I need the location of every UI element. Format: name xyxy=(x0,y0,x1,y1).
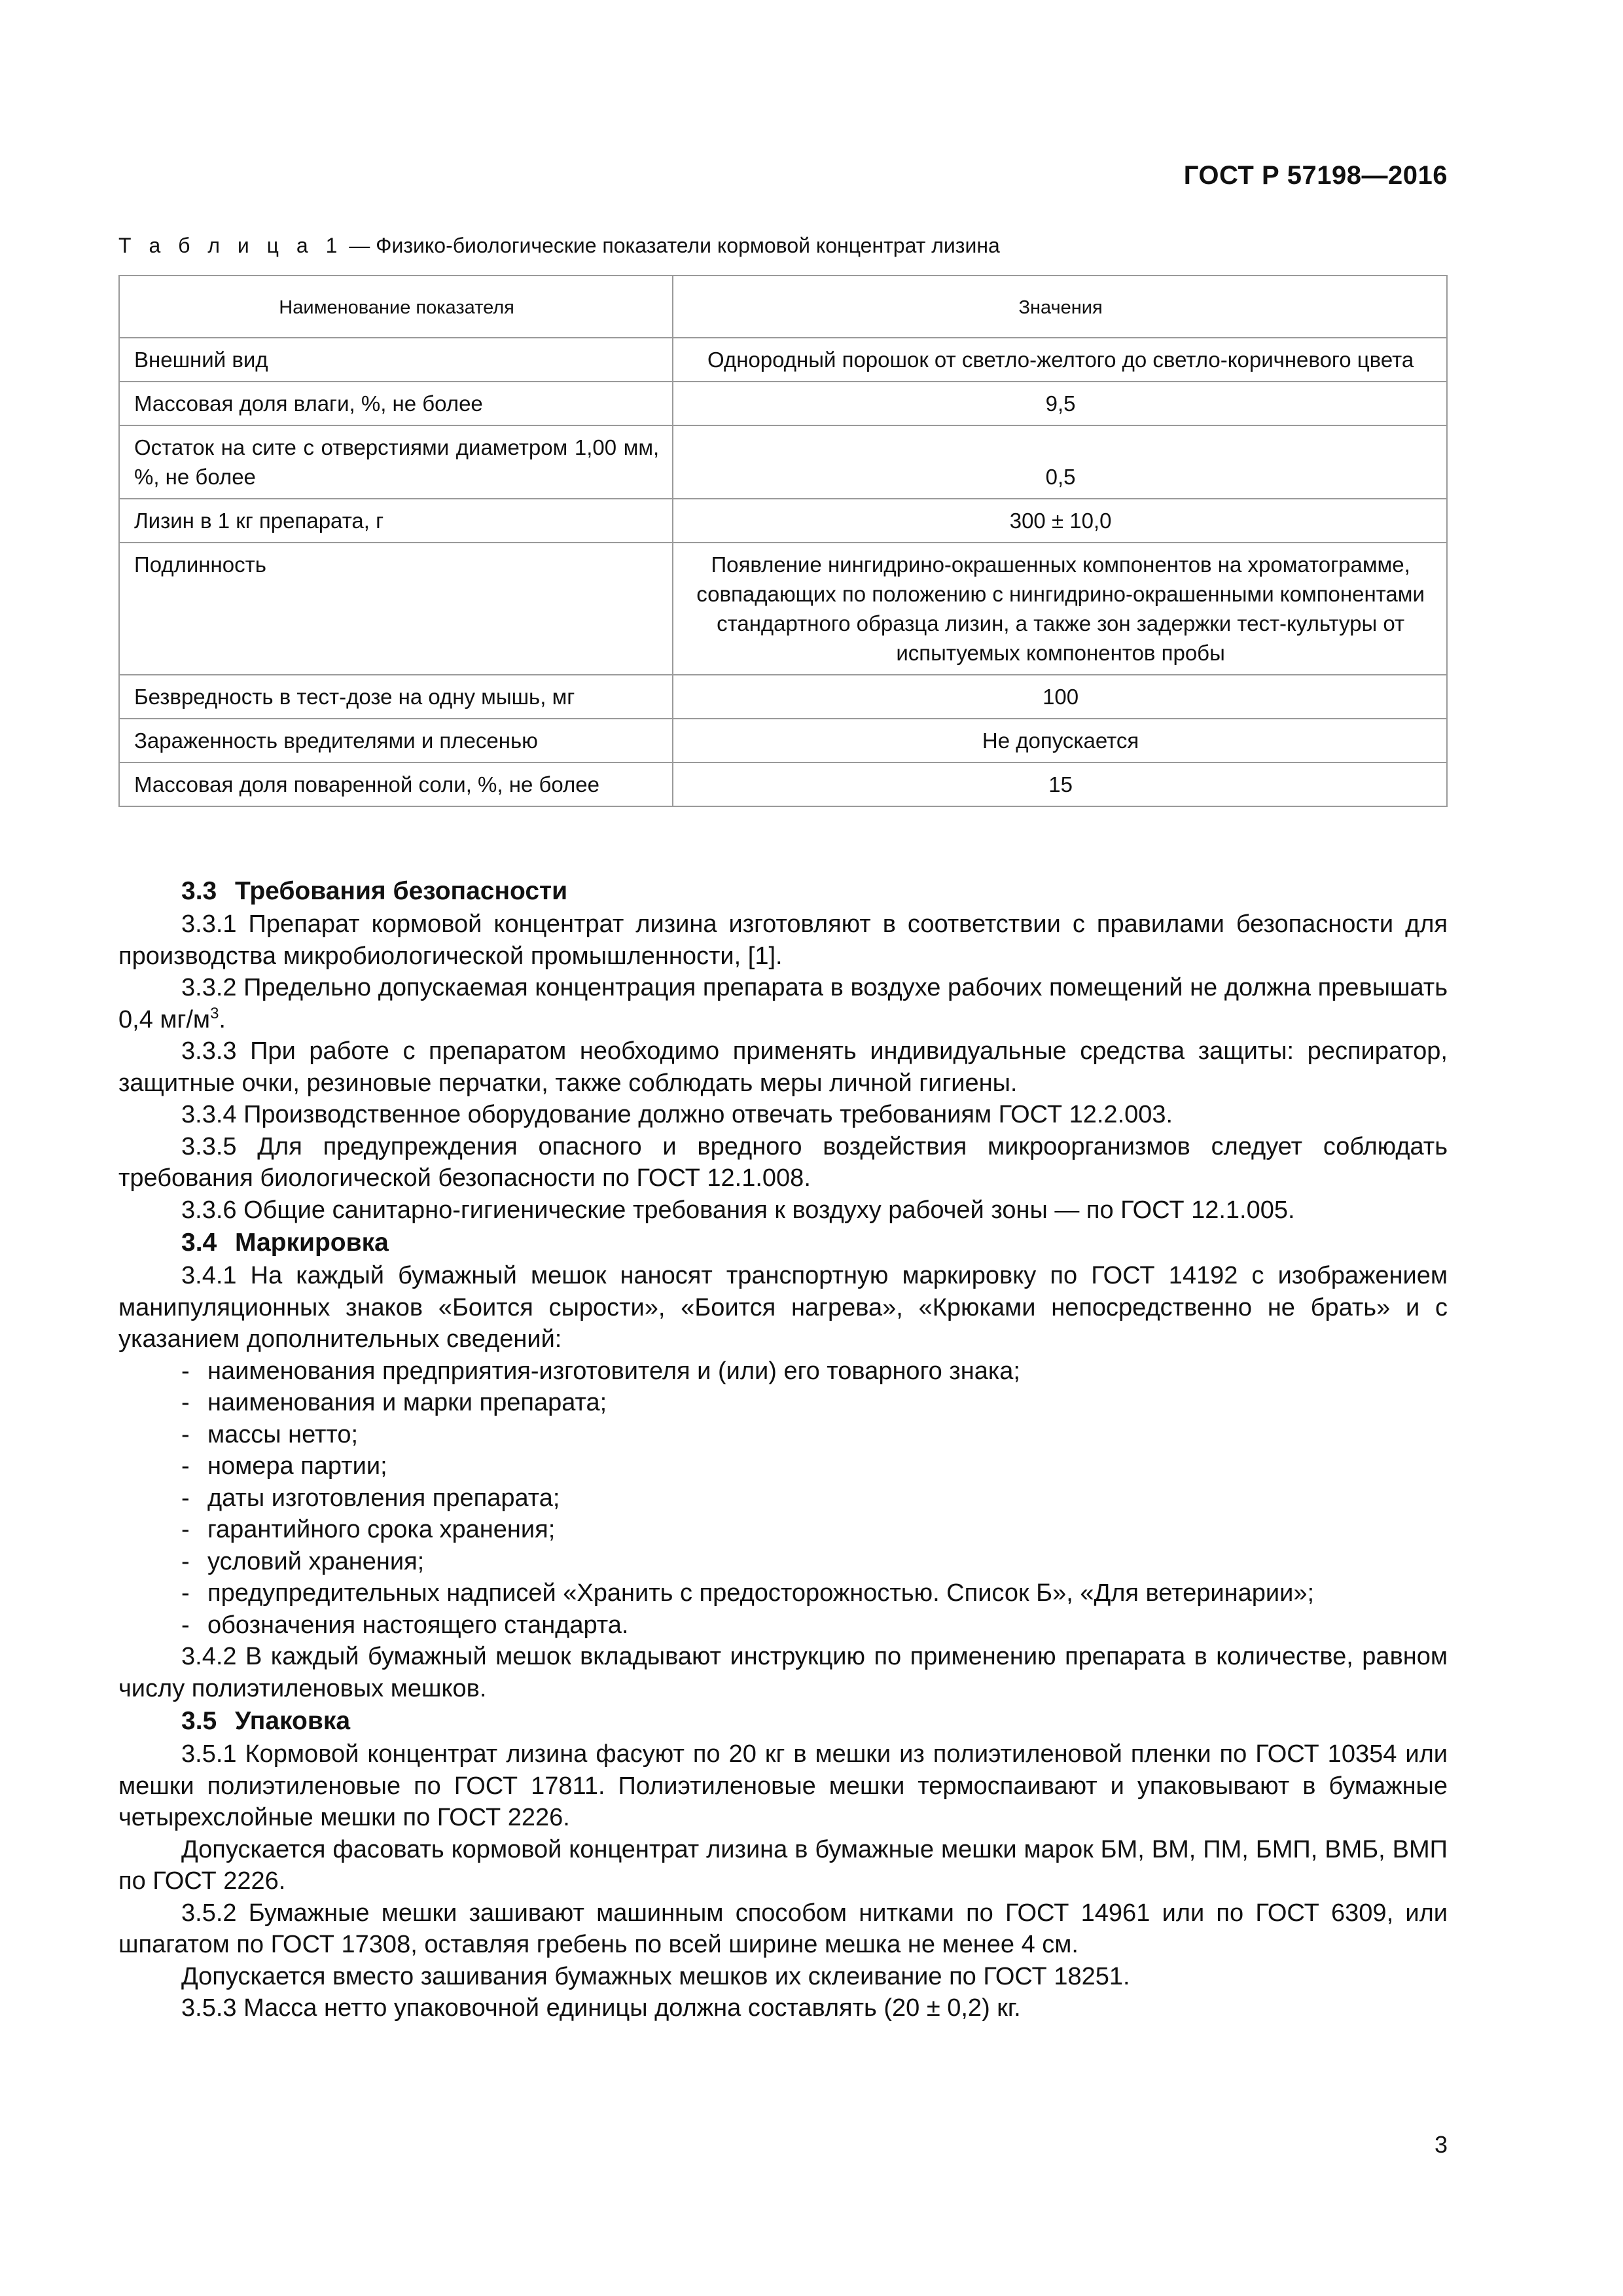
paragraph-3-3-6: 3.3.6 Общие санитарно-гигиенические требования к воздуху рабочей зоны — по ГОСТ 12.1.005. xyxy=(181,1196,1295,1224)
paragraph-3-3-5: 3.3.5 Для предупреждения опасного и вредного воздействия микроорганизмов следует соблюдать требования биологической безопасности по ГОСТ 12.1.008. xyxy=(118,1132,1448,1192)
paragraph-3-3-1: 3.3.1 Препарат кормовой концентрат лизина изготовляют в соответствии с правилами безопасности для производства микробиологической промышленности, [1]. xyxy=(118,910,1448,970)
table-cell-indicator: Зараженность вредителями и плесенью xyxy=(119,719,673,762)
paragraph-3-3-3: 3.3.3 При работе с препаратом необходимо применять индивидуальные средства защиты: респиратор, защитные очки, резиновые перчатки, также соблюдать меры личной гигиены. xyxy=(118,1037,1448,1097)
table-row xyxy=(119,338,1447,382)
table-cell-indicator: Подлинность xyxy=(119,543,673,675)
table-header-row xyxy=(119,276,1447,338)
table-caption-title: — Физико-биологические показатели кормовой концентрат лизина xyxy=(343,234,1000,257)
paragraph-3-4-2: 3.4.2 В каждый бумажный мешок вкладывают инструкцию по применению препарата в количестве, равном числу полиэтиленовых мешков. xyxy=(118,1643,1448,1702)
paragraph-3-3-2: 3.3.2 Предельно допускаемая концентрация препарата в воздухе рабочих помещений не должна превышать 0,4 $мг/м^3$. xyxy=(118,974,1448,1033)
table-caption xyxy=(118,234,1000,258)
list-item: - массы нетто; xyxy=(181,1420,359,1448)
table-cell-value: Однородный порошок от светло-желтого до светло-коричневого цвета xyxy=(673,338,1447,382)
list-item: - обозначения настоящего стандарта. xyxy=(181,1611,629,1639)
table-cell-indicator: Лизин в 1 кг препарата, г xyxy=(119,499,673,543)
section-heading-safety: 3.3 Требования безопасности xyxy=(181,877,568,905)
table-cell-value: 100 xyxy=(673,675,1447,719)
table-cell-value: Появление нингидрино-окрашенных компонентов на хроматограмме, совпадающих по положению с нингидрино-окрашенными компонентами стандартного образца лизин, а также зон задержки тест-культуры от испытуемых компонентов пробы xyxy=(673,543,1447,675)
table-cell-value: 9,5 xyxy=(673,382,1447,425)
table-row xyxy=(119,499,1447,543)
paragraph-3-5-1: 3.5.1 Кормовой концентрат лизина фасуют по 20 кг в мешки из полиэтиленовой пленки по ГОСТ 10354 или мешки полиэтиленовые по ГОСТ 17811. Полиэтиленовые мешки термоспаивают и упаковывают в бумажные четырехслойные мешки по ГОСТ 2226. xyxy=(118,1740,1448,1831)
table-cell-value: Не допускается xyxy=(673,719,1447,762)
list-item: - предупредительных надписей «Хранить с предосторожностью. Список Б», «Для ветеринарии»; xyxy=(181,1579,1315,1607)
section-heading-marking: 3.4 Маркировка xyxy=(181,1229,389,1257)
table-row xyxy=(119,543,1447,675)
list-item: - условий хранения; xyxy=(181,1547,425,1575)
table-cell-indicator: Внешний вид xyxy=(119,338,673,382)
table-cell-value: 15 xyxy=(673,762,1447,806)
paragraph-3-5-1-allowance: Допускается фасовать кормовой концентрат лизина в бумажные мешки марок БМ, ВМ, ПМ, БМП, ВМБ, ВМП по ГОСТ 2226. xyxy=(118,1835,1448,1895)
table-cell-indicator: Безвредность в тест-дозе на одну мышь, мг xyxy=(119,675,673,719)
table-cell-indicator: Массовая доля поваренной соли, %, не более xyxy=(119,762,673,806)
list-item: - даты изготовления препарата; xyxy=(181,1484,560,1512)
table-cell-indicator: Остаток на сите с отверстиями диаметром 1,00 мм, %, не более xyxy=(119,425,673,499)
table-cell-indicator: Массовая доля влаги, %, не более xyxy=(119,382,673,425)
table-row xyxy=(119,382,1447,425)
page-number: 3 xyxy=(1434,2131,1448,2158)
list-item: - наименования предприятия-изготовителя и (или) его товарного знака; xyxy=(181,1357,1020,1385)
table-cell-value: 300 ± 10,0 xyxy=(673,499,1447,543)
paragraph-3-5-3: 3.5.3 Масса нетто упаковочной единицы должна составлять (20 ± 0,2) кг. xyxy=(181,1994,1021,2022)
indicators-table xyxy=(118,275,1448,807)
paragraph-3-5-2: 3.5.2 Бумажные мешки зашивают машинным способом нитками по ГОСТ 14961 или по ГОСТ 6309, или шпагатом по ГОСТ 17308, оставляя гребень по всей ширине мешка не менее 4 см. xyxy=(118,1899,1448,1958)
section-heading-packaging: 3.5 Упаковка xyxy=(181,1707,351,1735)
list-item: - номера партии; xyxy=(181,1452,387,1480)
table-row xyxy=(119,719,1447,762)
list-item: - наименования и марки препарата; xyxy=(181,1389,607,1416)
paragraph-3-3-4: 3.3.4 Производственное оборудование должно отвечать требованиям ГОСТ 12.2.003. xyxy=(181,1101,1173,1128)
document-body xyxy=(118,874,1448,2024)
standard-code: ГОСТ Р 57198—2016 xyxy=(1183,161,1448,190)
paragraph-3-4-1: 3.4.1 На каждый бумажный мешок наносят транспортную маркировку по ГОСТ 14192 с изображением манипуляционных знаков «Боится сырости», «Боится нагрева», «Крюками непосредственно не брать» и с указанием дополнительных сведений: xyxy=(118,1262,1448,1353)
list-item: - гарантийного срока хранения; xyxy=(181,1516,556,1543)
table-cell-value: 0,5 xyxy=(673,425,1447,499)
table-row xyxy=(119,762,1447,806)
column-header-indicator: Наименование показателя xyxy=(119,276,673,338)
table-caption-label: Т а б л и ц а 1 xyxy=(118,234,344,257)
table-row xyxy=(119,675,1447,719)
table-row xyxy=(119,425,1447,499)
column-header-values: Значения xyxy=(673,276,1447,338)
paragraph-3-5-2-allowance: Допускается вместо зашивания бумажных мешков их склеивание по ГОСТ 18251. xyxy=(181,1962,1130,1990)
